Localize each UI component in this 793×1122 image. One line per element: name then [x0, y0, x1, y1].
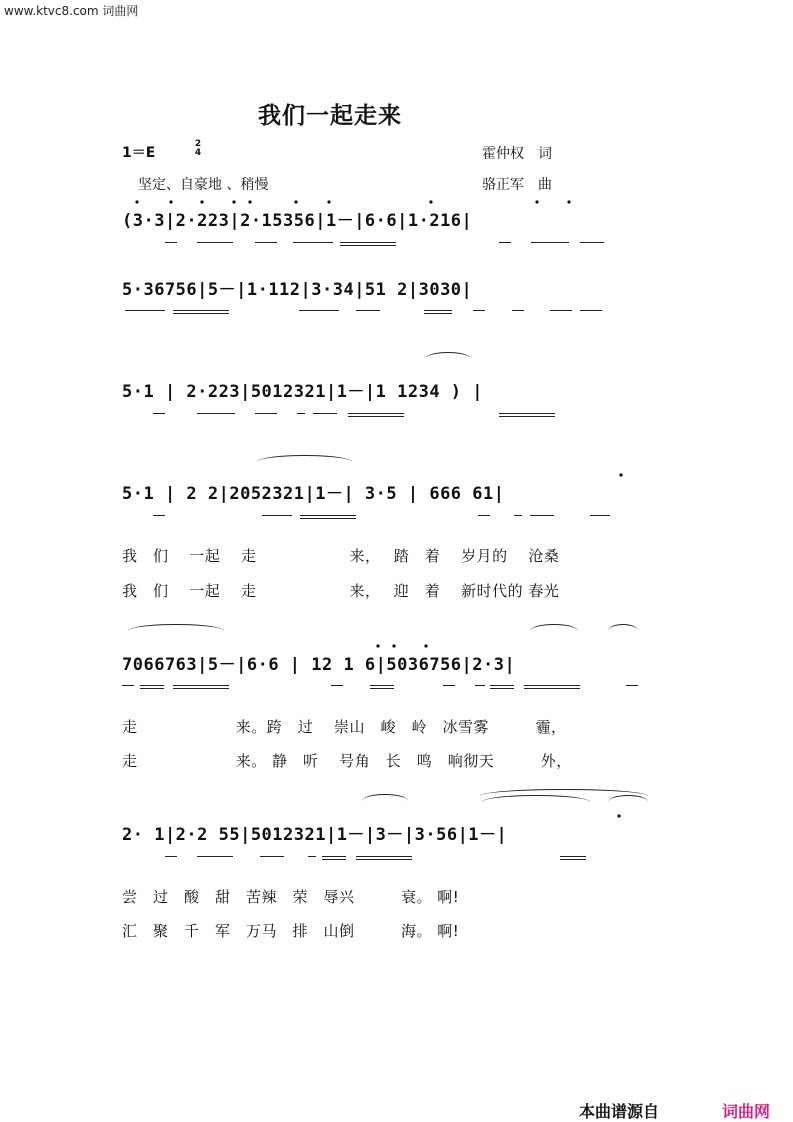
song-title: 我们一起走来 — [258, 103, 402, 129]
lyrics-verse-1-line-1: 我 们 一起 走 来， 踏 着 岁月的 沧桑 — [122, 547, 560, 565]
lyrics-verse-2-line-2: 走 来。 静 听 号角 长 鸣 响彻天 外， — [122, 752, 572, 770]
lyrics-verse-2-line-3: 汇 聚 千 军 万马 排 山倒 海。 啊! — [122, 922, 460, 940]
score-line-5: 7066763|5－|6·6 | 12 1 6|5036756|2·3| — [122, 655, 516, 675]
composer-credit: 骆正军 曲 — [482, 177, 552, 193]
time-signature-bottom: 4 — [194, 148, 202, 158]
lyrics-verse-2-line-1: 我 们 一起 走 来， 迎 着 新时代的 春光 — [122, 582, 560, 600]
lyrics-verse-1-line-2: 走 来。跨 过 崇山 峻 岭 冰雪雾 霾， — [122, 718, 567, 736]
score-line-6: 2· 1|2·2 55|5012321|1－|3－|3·56|1－| — [122, 825, 508, 845]
score-line-2: 5·36756|5－|1·112|3·34|51 2|3030| — [122, 280, 473, 300]
tempo-marking: 坚定、自豪地 、稍慢 — [138, 177, 269, 193]
score-line-4: 5·1 | 2 2|2052321|1－| 3·5 | 666 61| — [122, 484, 505, 504]
key-signature: 1＝E — [122, 145, 156, 161]
lyricist-credit: 霍仲权 词 — [482, 146, 552, 162]
footer-source-text: 本曲谱源自 — [579, 1102, 660, 1121]
lyrics-verse-1-line-3: 尝 过 酸 甜 苦辣 荣 辱兴 衰。 啊! — [122, 888, 460, 906]
score-line-3: 5·1 | 2·223|5012321|1－|1 1234 ) | — [122, 382, 484, 402]
footer-site-link[interactable]: 词曲网 — [722, 1102, 771, 1121]
time-signature-top: 2 — [194, 139, 202, 149]
score-line-1: (3·3|2·223|2·15356|1－|6·6|1·216| — [122, 211, 473, 231]
site-watermark: www.ktvc8.com 词曲网 — [4, 4, 139, 18]
